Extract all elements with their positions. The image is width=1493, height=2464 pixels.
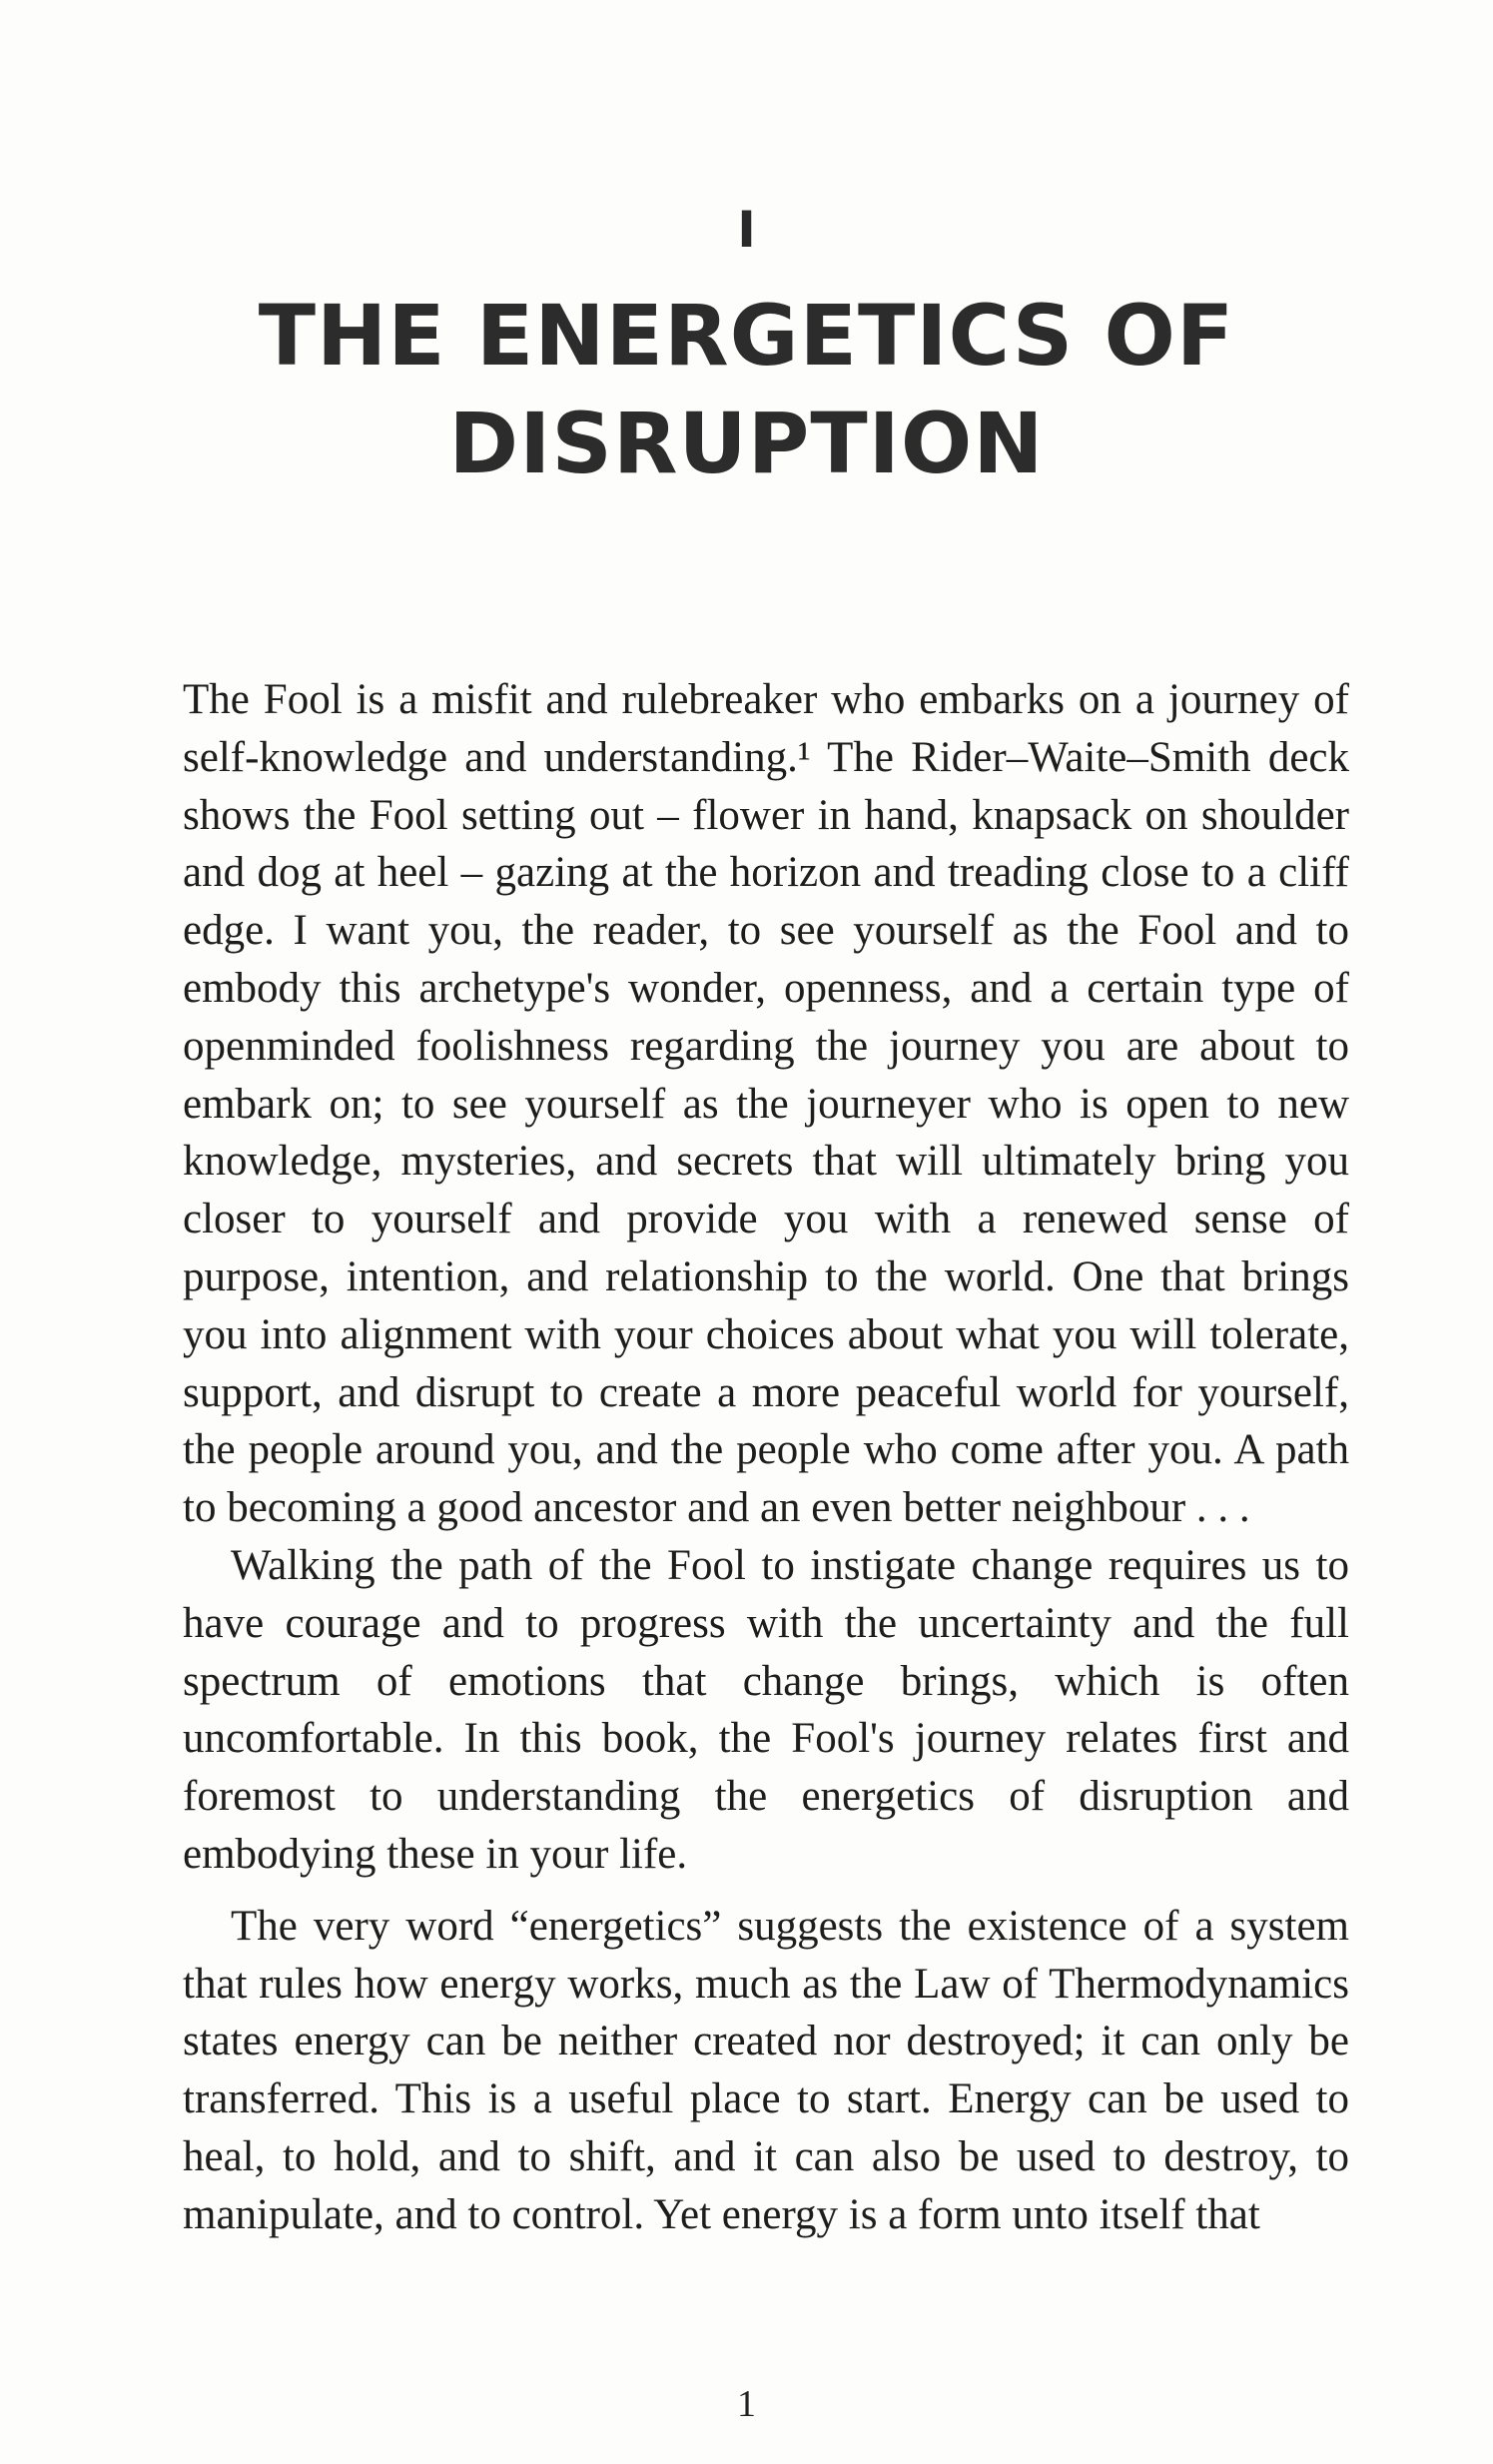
page-number: 1	[737, 2383, 756, 2425]
paragraph-2: Walking the path of the Fool to instigate change requires us to have courage and to progress with the uncertainty and the full spectrum of emotions that change brings, which is often uncomfortable. In this book, the Fool's journey relates first and foremost to understanding the energetics of disruption and embodying these in your life.	[183, 1541, 1349, 1878]
body-text	[183, 671, 1349, 2244]
paragraph-1: The Fool is a misfit and rulebreaker who embarks on a journey of self-knowledge and understanding.¹ The Rider–Waite–Smith deck shows the Fool setting out – flower in hand, knapsack on shoulder and dog at heel – gazing at the horizon and treading close to a cliff edge. I want you, the reader, to see yourself as the Fool and to embody this archetype's wonder, openness, and a certain type of openminded foolishness regarding the journey you are about to embark on; to see yourself as the journeyer who is open to new knowledge, mysteries, and secrets that will ultimately bring you closer to yourself and provide you with a renewed sense of purpose, intention, and relationship to the world. One that brings you into alignment with your choices about what you will tolerate, support, and disrupt to create a more peaceful world for yourself, the people around you, and the people who come after you. A path to becoming a good ancestor and an even better neighbour . . .	[183, 676, 1349, 1532]
paragraph-3: The very word “energetics” suggests the existence of a system that rules how energy works, much as the Law of Thermodynamics states energy can be neither created nor destroyed; it can only be transferred. This is a useful place to start. Energy can be used to heal, to hold, and to shift, and it can also be used to destroy, to manipulate, and to control. Yet energy is a form unto itself that	[183, 1902, 1349, 2238]
chapter-number: I	[737, 201, 756, 259]
chapter-title-line-2: DISRUPTION	[448, 395, 1045, 492]
chapter-title	[200, 282, 1293, 497]
chapter-title-line-1: THE ENERGETICS OF	[258, 287, 1235, 385]
